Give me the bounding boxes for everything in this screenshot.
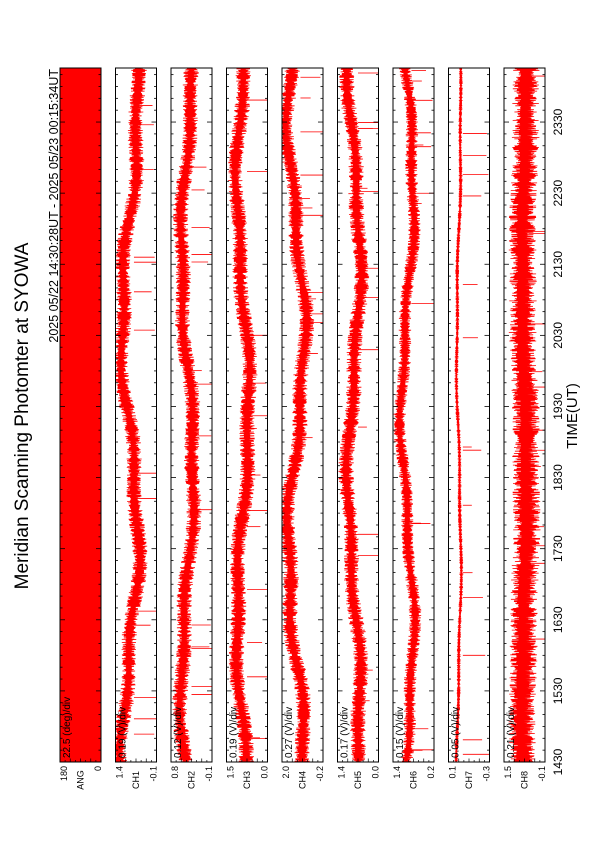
series-trace: [339, 68, 370, 762]
panel-scale-label: 0.21 (V)/div: [506, 706, 517, 758]
series-trace: [282, 68, 314, 762]
x-tick-label: 2030: [551, 322, 565, 349]
y-tick-label: 180: [59, 766, 69, 782]
y-tick-labels: [448, 766, 492, 789]
series-trace: [455, 68, 464, 762]
panel-channel-label: CH2: [186, 770, 197, 790]
series-trace: [509, 68, 541, 762]
panel-8: [448, 68, 492, 789]
panel-scale-label: 0.17 (V)/div: [339, 706, 351, 758]
series-trace: [172, 68, 201, 762]
panel-scale-label: 0.27 (V)/div: [284, 706, 295, 758]
panel-scale-label: 22.5 (deg)/div: [62, 696, 73, 758]
panel-channel-label: CH7: [464, 770, 474, 790]
x-tick-label: 2130: [551, 250, 565, 278]
panel-9: [503, 68, 547, 789]
panel-6: [337, 68, 381, 789]
y-tick-labels: [281, 766, 325, 789]
panel-channel-label: CH8: [519, 770, 530, 790]
panel-scale-label: 0.19 (V)/div: [228, 706, 240, 758]
y-tick-label: 0.2: [426, 766, 436, 779]
panel-scale-label: 0.15 (V)/div: [395, 706, 406, 758]
panels-group: [59, 68, 547, 790]
panel-channel-label: CH1: [131, 770, 141, 790]
y-tick-labels: [503, 766, 547, 789]
x-tick-label: 1530: [551, 677, 565, 705]
panel-4: [226, 68, 270, 789]
panel-3: [170, 68, 214, 789]
y-tick-label: 1.4: [114, 766, 125, 779]
panel-7: [392, 68, 436, 789]
y-tick-label: 0.1: [447, 766, 458, 779]
y-tick-label: 1.5: [503, 766, 513, 779]
y-tick-label: -0.1: [537, 766, 547, 782]
panel-2: [115, 68, 159, 789]
y-tick-label: -0.2: [315, 766, 325, 782]
y-tick-labels: [59, 766, 103, 790]
panel-channel-label: CH5: [353, 770, 363, 790]
series-trace: [116, 68, 148, 762]
panel-scale-label: 0.19 (V)/div: [117, 706, 129, 758]
panel-channel-label: CH6: [408, 770, 419, 790]
y-tick-label: -0.1: [204, 766, 214, 782]
y-tick-label: 0.8: [170, 766, 180, 779]
time-range-label: 2025 05/22 14:30:28UT - 2025 05/23 00:15:34UT: [47, 69, 61, 343]
y-tick-label: 1.4: [392, 766, 402, 779]
y-tick-labels: [337, 766, 381, 789]
chart-title: Meridian Scanning Photomter at SYOWA: [12, 242, 33, 590]
x-tick-label: 1430: [551, 748, 565, 776]
y-tick-labels: [226, 766, 270, 789]
x-tick-label: 1630: [551, 606, 565, 634]
x-tick-label: 2230: [551, 179, 565, 207]
y-tick-label: -0.3: [481, 766, 492, 782]
y-tick-labels: [170, 766, 214, 789]
y-tick-labels: [115, 766, 159, 789]
x-tick-label: 1930: [551, 393, 565, 420]
y-tick-labels: [392, 766, 436, 789]
panel-channel-label: CH3: [242, 770, 252, 790]
y-tick-label: 0: [93, 766, 103, 772]
x-tick-label: 1730: [551, 535, 565, 563]
y-tick-label: 0.0: [370, 766, 381, 779]
series-trace: [228, 68, 257, 762]
panel-5: [281, 68, 325, 789]
x-tick-label: 1830: [551, 464, 565, 491]
x-tick-label: 2330: [551, 108, 565, 136]
panel-frame: [449, 68, 490, 762]
panel-scale-label: 0.12 (V)/div: [173, 706, 184, 758]
panel-scale-label: 0.05 (V)/div: [450, 706, 462, 758]
panel-channel-label: CH4: [297, 770, 308, 790]
y-tick-label: -0.1: [148, 766, 159, 782]
x-ticks-group: [551, 108, 565, 775]
y-tick-label: 2.0: [281, 766, 291, 779]
x-axis-label: TIME(UT): [564, 383, 581, 449]
y-tick-label: 1.5: [225, 766, 236, 779]
panel-1: [59, 68, 103, 790]
panel-channel-label: ANG: [75, 770, 86, 790]
angle-fill: [60, 68, 101, 762]
y-tick-label: 1.4: [336, 766, 347, 779]
y-tick-label: 0.0: [259, 766, 270, 779]
series-trace: [394, 68, 422, 762]
